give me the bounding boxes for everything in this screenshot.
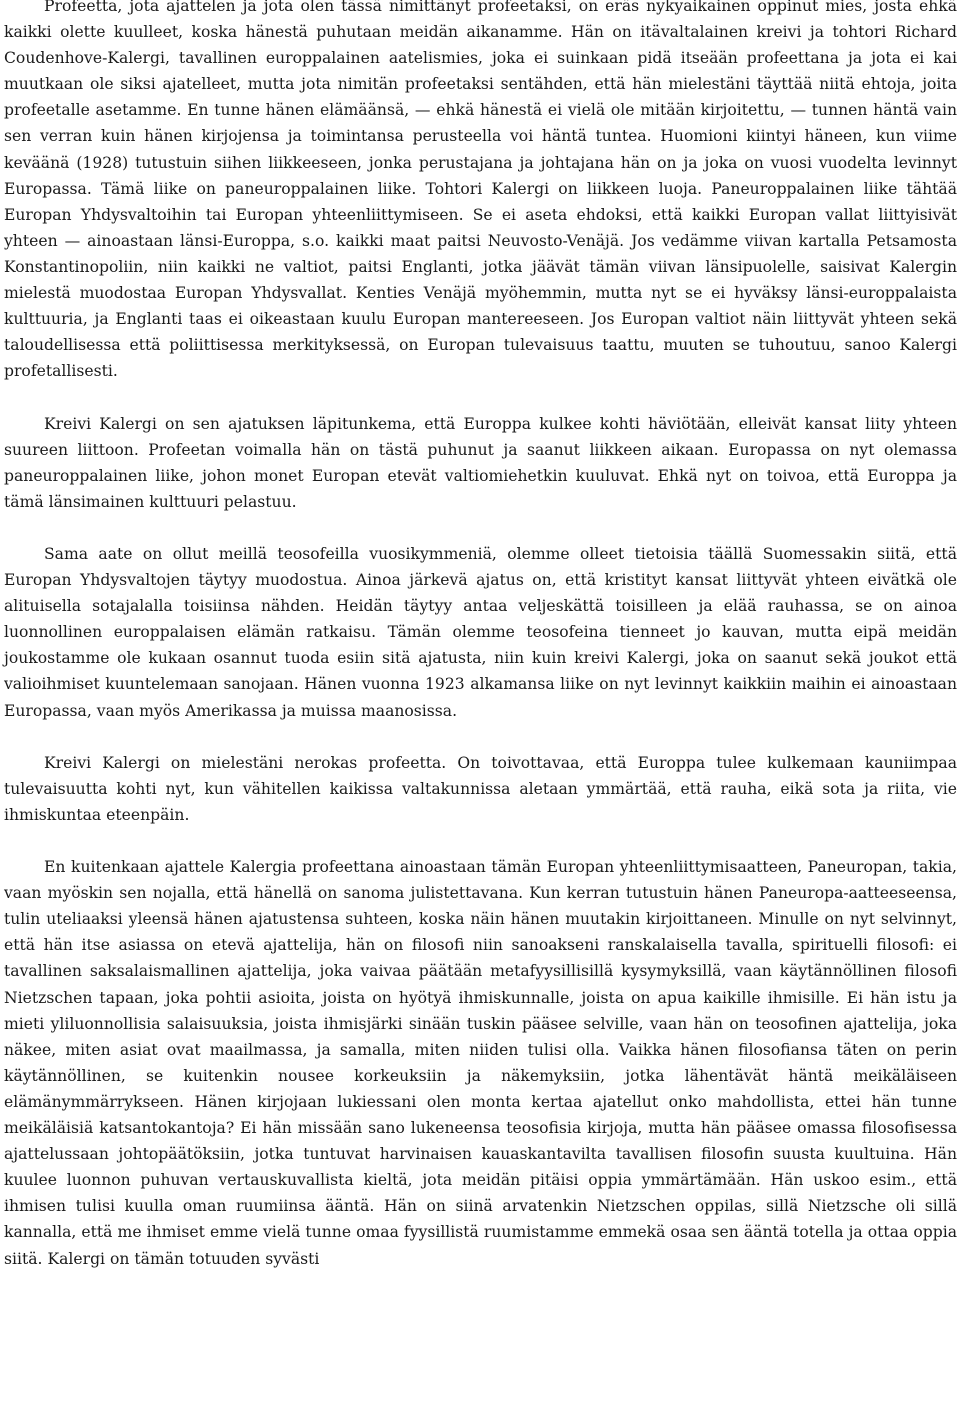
paragraph: En kuitenkaan ajattele Kalergia profeettana ainoastaan tämän Europan yhteenliittymisaatteen, Paneuropan, takia, vaan myöskin sen nojalla, että hänellä on sanoma julistettavana. Kun kerran tutustuin hänen Paneuropa-aatteeseensa, tulin uteliaaksi yleensä hänen ajatustensa suhteen, koska näin hänen muutakin kirjoittaneen. Minulle on nyt selvinnyt, että hän itse asiassa on etevä ajattelija, hän on filosofi niin sanoakseni ranskalaisella tavalla, spirituelli filosofi: ei tavallinen saksalaismallinen ajattelija, joka vaivaa päätään metafyysillisillä kysymyksillä, vaan käytännöllinen filosofi Nietzschen tapaan, joka pohtii asioita, joista on hyötyä ihmiskunnalle, joista on apua kaikille ihmisille. Ei hän istu ja mieti yliluonnollisia salaisuuksia, joista ihmisjärki sinään tuskin pääsee selville, vaan hän on teosofinen ajattelija, joka näkee, miten asiat ovat maailmassa, ja samalla, miten niiden tulisi olla. Vaikka hänen filosofiansa täten on perin käytännöllinen, se kuitenkin nousee korkeuksiin ja näkemyksiin, jotka lähentävät häntä meikäläiseen elämänymmärrykseen. Hänen kirjojaan lukiessani olen monta kertaa ajatellut onko mahdollista, ettei hän tunne meikäläisiä katsantokantoja? Ei hän missään sano lukeneensa teosofisia kirjoja, mutta hän pääsee omassa filosofisessa ajattelussaan johtopäätöksiin, jotka tuntuvat harvinaisen kauaskantavilta tavallisen filosofin suusta kuultuina. Hän kuulee luonnon puhuvan vertauskuvallista kieltä, jota meidän pitäisi oppia ymmärtämään. Hän uskoo esim., että ihmisen tulisi kuulla oman ruumiinsa ääntä. Hän on siinä arvatenkin Nietzschen oppilas, sillä Nietzsche oli sillä kannalla, että me ihmiset emme vielä tunne omaa fyysillistä ruumistamme emmekä osaa sen ääntä totella ja ottaa oppia siitä. Kalergi on tämän totuuden syvästi: [4, 858, 957, 1268]
paragraph: Kreivi Kalergi on mielestäni nerokas profeetta. On toivottavaa, että Europpa tulee kulkemaan kauniimpaa tulevaisuutta kohti nyt, kun vähitellen kaikissa valtakunnissa aletaan ymmärtää, että rauha, eikä sota ja riita, vie ihmiskuntaa eteenpäin.: [4, 753, 957, 824]
paragraph: Kreivi Kalergi on sen ajatuksen läpitunkema, että Europpa kulkee kohti häviötään, elleivät kansat liity yhteen suureen liittoon. Profeetan voimalla hän on tästä puhunut ja saanut liikkeen aikaan. Europassa on nyt olemassa paneuroppalainen liike, johon monet Europan etevät valtiomiehetkin kuuluvat. Ehkä nyt on toivoa, että Europpa ja tämä länsimainen kulttuuri pelastuu.: [4, 414, 957, 511]
paragraph: Profeetta, jota ajattelen ja jota olen tässä nimittänyt profeetaksi, on eräs nykyaikainen oppinut mies, josta ehkä kaikki olette kuulleet, koska hänestä puhutaan meidän aikanamme. Hän on itävaltalainen kreivi ja tohtori Richard Coudenhove-Kalergi, tavallinen europpalainen aatelismies, joka ei suinkaan pidä itseään profeettana ja jota ei kai muutkaan ole siksi ajatelleet, mutta jota nimitän profeetaksi sentähden, että hän mielestäni täyttää niitä ehtoja, joita profeetalle asetamme. En tunne hänen elämäänsä, — ehkä hänestä ei vielä ole mitään kirjoitettu, — tunnen häntä vain sen verran kuin hänen kirjojensa ja toimintansa perusteella voi häntä tuntea. Huomioni kiintyi häneen, kun viime keväänä (1928) tutustuin siihen liikkeeseen, jonka perustajana ja johtajana hän on ja joka on vuosi vuodelta levinnyt Europassa. Tämä liike on paneuroppalainen liike. Tohtori Kalergi on liikkeen luoja. Paneuroppalainen liike tähtää Europan Yhdysvaltoihin tai Europan yhteenliittymiseen. Se ei aseta ehdoksi, että kaikki Europan vallat liittyisivät yhteen — ainoastaan länsi-Europpa, s.o. kaikki maat paitsi Neuvosto-Venäjä. Jos vedämme viivan kartalla Petsamosta Konstantinopoliin, niin kaikki ne valtiot, paitsi Englanti, jotka jäävät tämän viivan länsipuolelle, saisivat Kalergin mielestä muodostaa Europan Yhdysvallat. Kenties Venäjä myöhemmin, mutta nyt se ei hyväksy länsi-europpalaista kulttuuria, ja Englanti taas ei oikeastaan kuulu Europan mantereeseen. Jos Europan valtiot näin liittyvät yhteen sekä taloudellisessa että poliittisessa merkityksessä, on Europan tulevaisuus taattu, muuten se tuhoutuu, sanoo Kalergi profetallisesti.: [4, 0, 957, 381]
paragraph: Sama aate on ollut meillä teosofeilla vuosikymmeniä, olemme olleet tietoisia täällä Suomessakin siitä, että Europan Yhdysvaltojen täytyy muodostua. Ainoa järkevä ajatus on, että kristityt kansat liittyvät yhteen eivätkä ole alituisella sotajalalla toisiinsa nähden. Heidän täytyy antaa veljeskättä toisilleen ja elää rauhassa, se on ainoa luonnollinen europpalaisen elämän ratkaisu. Tämän olemme teosofeina tienneet jo kauvan, mutta eipä meidän joukostamme ole kukaan osannut tuoda esiin sitä ajatusta, niin kuin kreivi Kalergi, joka on saanut sekä joukot että valioihmiset kuuntelemaan sanojaan. Hänen vuonna 1923 alkamansa liike on nyt levinnyt kaikkiin maihin ei ainoastaan Europassa, vaan myös Amerikassa ja muissa maanosissa.: [4, 544, 957, 720]
document-page: [4, 0, 957, 1272]
